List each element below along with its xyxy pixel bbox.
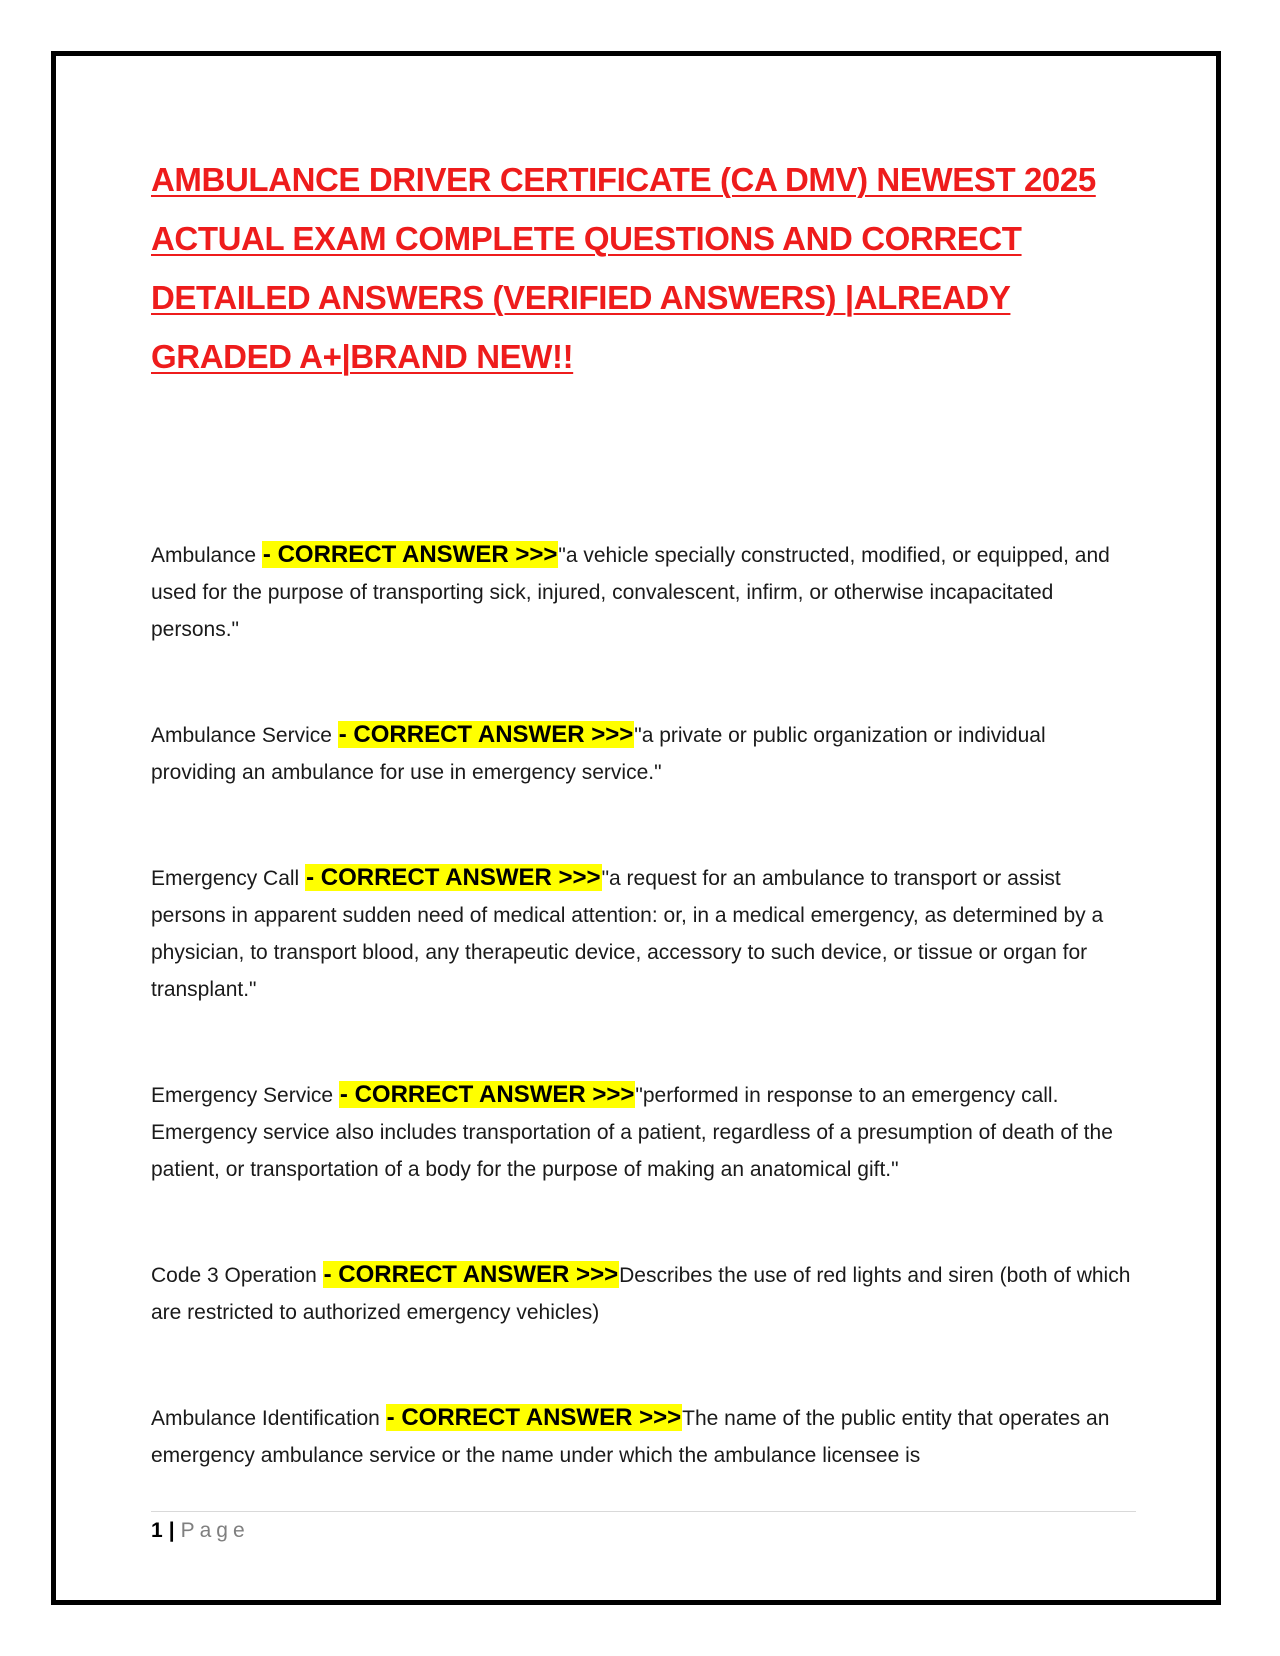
answer-marker: - CORRECT ANSWER >>> — [323, 1261, 619, 1288]
footer-separator: | — [168, 1519, 175, 1542]
answer-marker: - CORRECT ANSWER >>> — [339, 1081, 635, 1108]
qa-entry — [151, 536, 1136, 648]
document-title: AMBULANCE DRIVER CERTIFICATE (CA DMV) NEWEST 2025 ACTUAL EXAM COMPLETE QUESTIONS AND CORRECT DETAILED ANSWERS (VERIFIED ANSWERS) |ALREADY GRADED A+|BRAND NEW!! — [151, 161, 1096, 375]
qa-entry — [151, 1076, 1136, 1188]
term: Emergency Service — [151, 1084, 334, 1107]
term: Ambulance — [151, 544, 257, 567]
answer-marker: - CORRECT ANSWER >>> — [338, 721, 634, 748]
qa-entry — [151, 716, 1136, 791]
qa-list — [151, 536, 1136, 1474]
definition: "a request for an ambulance to transport or assist persons in apparent sudden need of medical attention: or, in a medical emergency, as determined by a physician, to transport blood, any therapeutic device, accessory to such device, or tissue or organ for transplant." — [151, 867, 1104, 1001]
page-footer — [151, 1511, 1136, 1546]
term: Emergency Call — [151, 867, 300, 890]
definition: "a vehicle specially constructed, modified, or equipped, and used for the purpose of transporting sick, injured, convalescent, infirm, or otherwise incapacitated persons." — [151, 544, 1110, 641]
term: Ambulance Service — [151, 724, 332, 747]
term: Ambulance Identification — [151, 1407, 380, 1430]
answer-marker: - CORRECT ANSWER >>> — [306, 864, 601, 891]
term: Code 3 Operation — [151, 1264, 317, 1287]
qa-entry — [151, 1399, 1136, 1474]
qa-entry — [151, 1256, 1136, 1331]
definition: "performed in response to an emergency call. Emergency service also includes transportation of a patient, regardless of a presumption of death of the patient, or transportation of a body for the purpose of making an anatomical gift." — [151, 1084, 1113, 1181]
definition: "a private or public organization or individual providing an ambulance for use in emergency service." — [151, 724, 1046, 784]
page-label: Page — [180, 1519, 250, 1542]
qa-entry — [151, 859, 1136, 1008]
document-body — [151, 150, 1136, 1474]
page-number: 1 — [151, 1519, 163, 1542]
definition: Describes the use of red lights and siren (both of which are restricted to authorized emergency vehicles) — [151, 1264, 1131, 1324]
answer-marker: - CORRECT ANSWER >>> — [386, 1404, 682, 1431]
definition: The name of the public entity that operates an emergency ambulance service or the name under which the ambulance licensee is — [151, 1407, 1110, 1467]
answer-marker: - CORRECT ANSWER >>> — [262, 541, 558, 568]
